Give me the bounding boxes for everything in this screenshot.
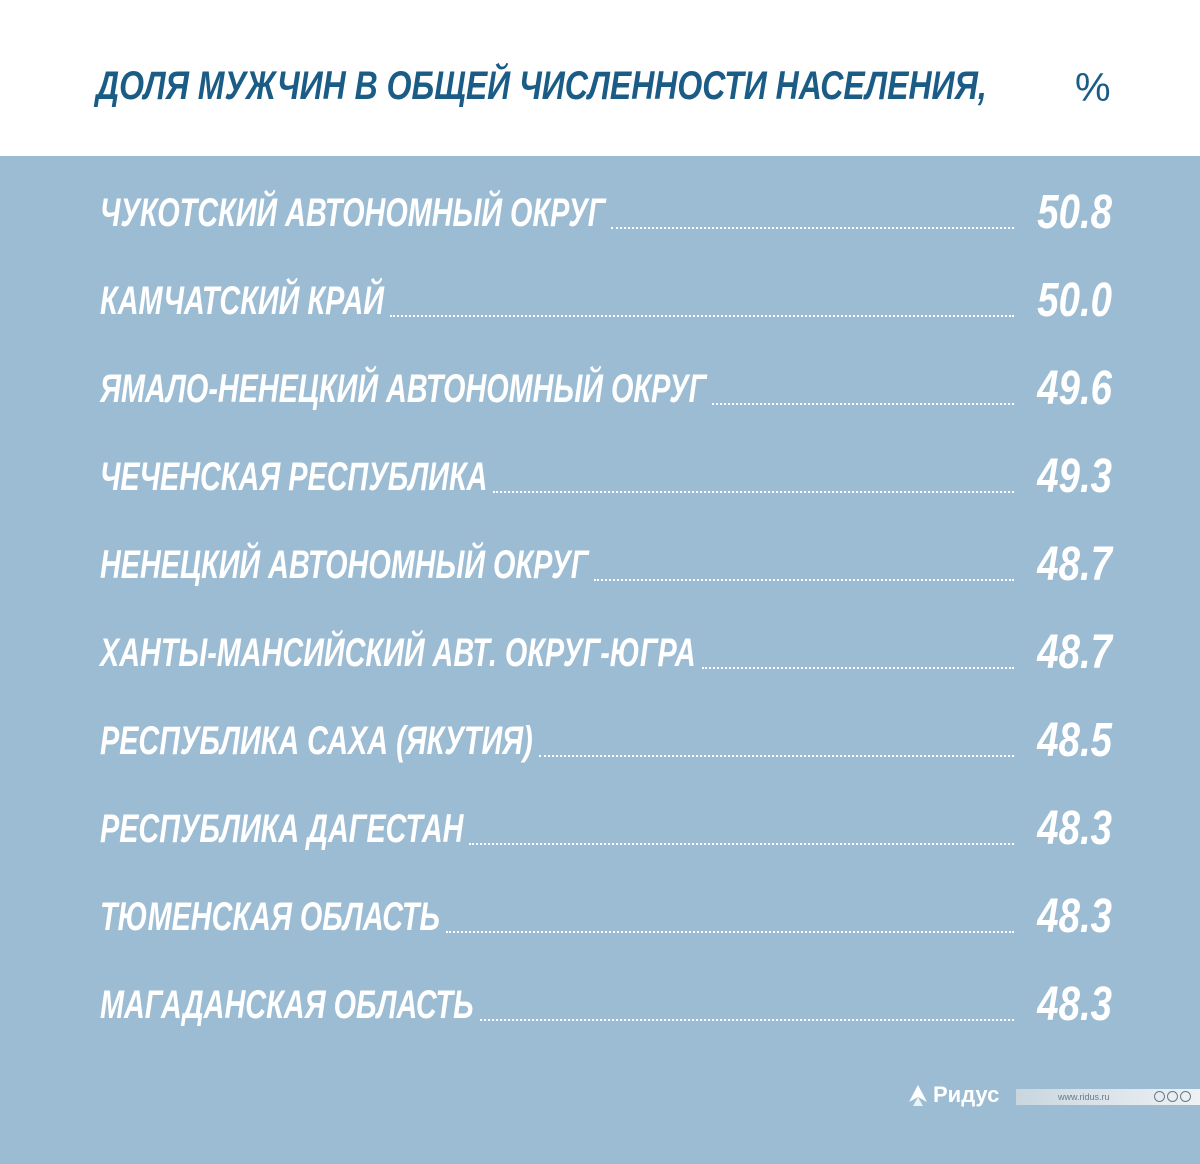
region-label: ЧУКОТСКИЙ АВТОНОМНЫЙ ОКРУГ	[100, 191, 606, 235]
table-row	[0, 359, 1200, 419]
brand-url: www.ridus.ru	[1058, 1092, 1110, 1102]
leader-dots	[702, 667, 1014, 669]
value-label: 48.3	[1037, 978, 1112, 1031]
table-row	[0, 447, 1200, 507]
region-label: НЕНЕЦКИЙ АВТОНОМНЫЙ ОКРУГ	[100, 543, 589, 587]
value-label: 48.3	[1037, 802, 1112, 855]
header	[0, 0, 1200, 156]
leader-dots	[493, 491, 1014, 493]
table-row	[0, 535, 1200, 595]
leader-dots	[611, 227, 1014, 229]
region-label: ХАНТЫ-МАНСИЙСКИЙ АВТ. ОКРУГ-ЮГРА	[100, 631, 696, 675]
leader-dots	[594, 579, 1014, 581]
table-row	[0, 183, 1200, 243]
value-label: 48.3	[1037, 890, 1112, 943]
value-label: 48.7	[1037, 626, 1112, 679]
brand-logo	[905, 1080, 999, 1110]
table-row	[0, 623, 1200, 683]
leader-dots	[446, 931, 1014, 933]
value-label: 50.8	[1037, 186, 1112, 239]
leader-dots	[539, 755, 1014, 757]
cc-nc-icon	[1180, 1091, 1191, 1102]
cc-by-icon	[1167, 1091, 1178, 1102]
table-row	[0, 711, 1200, 771]
region-label: РЕСПУБЛИКА ДАГЕСТАН	[100, 807, 464, 851]
table-row	[0, 975, 1200, 1035]
leader-dots	[480, 1019, 1014, 1021]
region-label: ЧЕЧЕНСКАЯ РЕСПУБЛИКА	[100, 455, 488, 499]
region-label: РЕСПУБЛИКА САХА (ЯКУТИЯ)	[100, 719, 533, 763]
table-row	[0, 271, 1200, 331]
region-label: КАМЧАТСКИЙ КРАЙ	[100, 279, 384, 323]
region-label: ЯМАЛО-НЕНЕЦКИЙ АВТОНОМНЫЙ ОКРУГ	[100, 367, 707, 411]
value-label: 50.0	[1037, 274, 1112, 327]
table-row	[0, 887, 1200, 947]
brand-name: Ридус	[933, 1082, 1000, 1107]
chart-title: ДОЛЯ МУЖЧИН В ОБЩЕЙ ЧИСЛЕННОСТИ НАСЕЛЕНИЯ,	[96, 64, 987, 108]
value-label: 49.3	[1037, 450, 1112, 503]
value-label: 48.5	[1037, 714, 1112, 767]
leader-dots	[390, 315, 1014, 317]
chart-title-unit: %	[1075, 66, 1111, 110]
ridus-logo-icon	[905, 1082, 931, 1108]
cc-license-icon	[1154, 1091, 1165, 1102]
table-row	[0, 799, 1200, 859]
leader-dots	[469, 843, 1014, 845]
value-label: 49.6	[1037, 362, 1112, 415]
region-label: МАГАДАНСКАЯ ОБЛАСТЬ	[100, 983, 474, 1027]
region-label: ТЮМЕНСКАЯ ОБЛАСТЬ	[100, 895, 440, 939]
leader-dots	[712, 403, 1014, 405]
value-label: 48.7	[1037, 538, 1112, 591]
